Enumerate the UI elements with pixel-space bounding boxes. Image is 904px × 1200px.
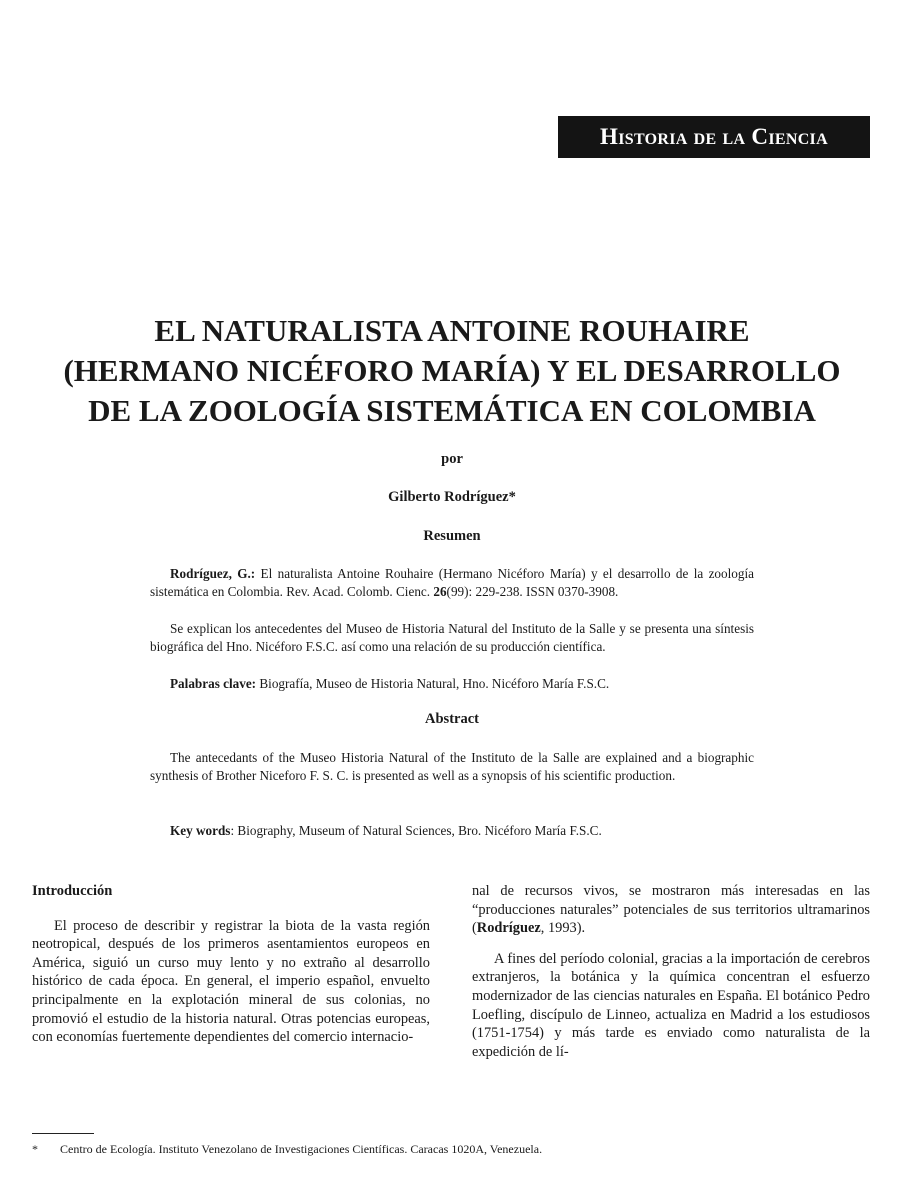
footnote-text: Centro de Ecología. Instituto Venezolano de Investigaciones Científicas. Caracas 1020A, Venezuela. [60,1142,543,1156]
footnote-marker: * [32,1142,38,1156]
citation-volume: 26 [433,584,447,599]
citation-author: Rodríguez, G.: [170,566,256,581]
paragraph-text: nal de recursos vivos, se mostraron más interesadas en las “producciones naturales” potenciales de sus territorios ultramarinos ( [472,883,870,937]
keywords-text: Biografía, Museo de Historia Natural, Hno. Nicéforo María F.S.C. [256,676,610,691]
author-name: Gilberto Rodríguez* [388,489,516,505]
footnote [32,1141,792,1157]
section-heading-introduccion: Introducción [32,883,113,899]
abstract-keywords [150,822,754,840]
abstract-body: The antecedants of the Museo Historia Natural of the Instituto de la Salle are explained and a biographic synthesis of Brother Niceforo F. S. C. is presented as well as a synopsis of his scientific production. [150,750,754,783]
keywords-label: Palabras clave: [170,676,257,691]
paragraph-text: , 1993). [540,920,586,937]
footnote-rule [32,1133,94,1134]
article-title [20,311,884,431]
body-column-right [472,882,870,1061]
abstract-heading: Abstract [425,711,479,727]
body-column-left [32,882,430,1047]
resumen-citation [150,565,754,601]
section-tag: Historia de la Ciencia [558,116,870,158]
body-paragraph: A fines del período colonial, gracias a la importación de cerebros extranjeros, la botánica y la química concentran el esfuerzo modernizador de las ciencias naturales en España. El botánico Pedro Loefling, discípulo de Linneo, actualiza en Madrid a los estudiosos (1751-1754) y más tarde es enviado como naturalista de la expedición de lí- [472,950,870,1060]
title-line: (HERMANO NICÉFORO MARÍA) Y EL DESARROLLO [63,353,841,388]
citation-text: El naturalista Antoine Rouhaire (Hermano Nicéforo María) y el desarrollo de la zoología sistemática en Colombia. Rev. Acad. Colomb. Cienc. [150,566,754,599]
body-paragraph [472,882,870,938]
keywords-text: : Biography, Museum of Natural Sciences, Bro. Nicéforo María F.S.C. [230,823,602,838]
resumen-keywords [150,675,754,693]
citation-pages: (99): 229-238. ISSN 0370-3908. [446,584,619,599]
by-line: por [441,451,463,467]
body-paragraph: El proceso de describir y registrar la biota de la vasta región neotropical, después de los primeros asentamientos europeos en América, siguió un curso muy lento y no extraño al desarrollo histórico de cada época. En general, el imperio español, envuelto principalmente en la explotación mineral de sus colonias, no promovió el estudio de la historia natural. Otras potencias europeas, con economías fuertemente dependientes del comercio internacio- [32,917,430,1046]
title-line: EL NATURALISTA ANTOINE ROUHAIRE [154,313,750,348]
resumen-heading: Resumen [423,528,481,544]
title-line: DE LA ZOOLOGÍA SISTEMÁTICA EN COLOMBIA [88,393,816,428]
resumen-body: Se explican los antecedentes del Museo de Historia Natural del Instituto de la Salle y se presenta una síntesis biográfica del Hno. Nicéforo F.S.C. así como una relación de su producción científica. [150,621,754,654]
citation-reference: Rodríguez [476,920,541,937]
keywords-label: Key words [170,823,231,838]
